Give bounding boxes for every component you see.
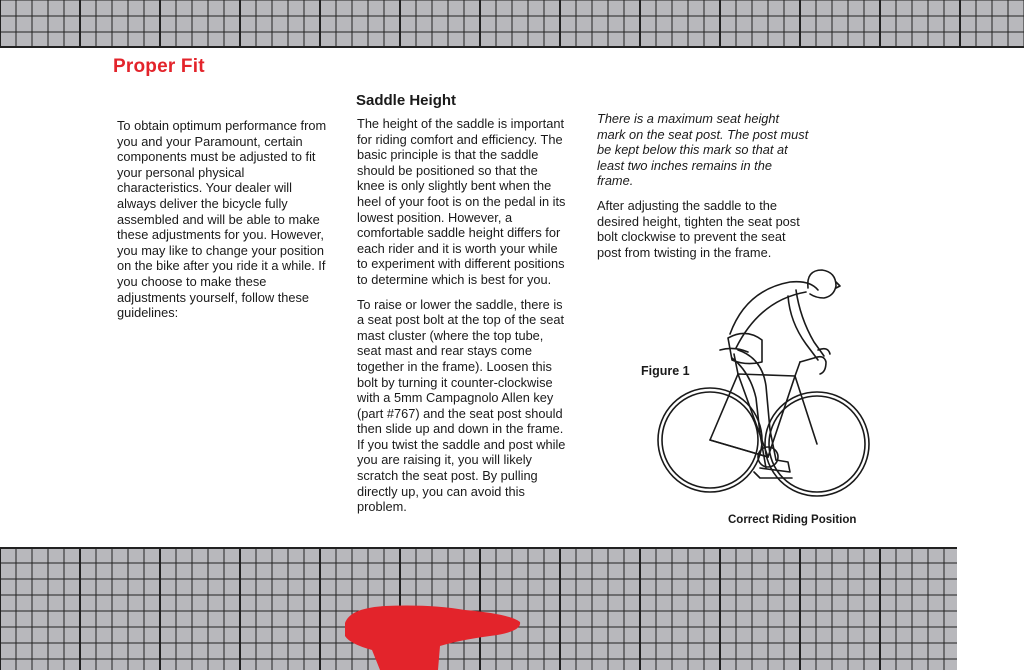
- intro-paragraph: To obtain optimum performance from you and your Paramount, certain components must be adjusted to fit your personal physical characteristics. Your dealer will always deliver the bicycle fully assembled and will be able to make these adjustments for you. However, you may like to change your position on the bike after you ride it a while. If you choose to make these adjustments yourself, follow these guidelines:: [117, 118, 327, 321]
- bottom-grid-band: [0, 547, 1024, 670]
- seat-post-column: [597, 111, 809, 269]
- saddle-height-column: [357, 116, 569, 524]
- cyclist-illustration-icon: [650, 262, 882, 510]
- intro-column: [117, 118, 332, 330]
- grid-pattern: [0, 0, 1024, 48]
- seat-post-paragraph: After adjusting the saddle to the desired height, tighten the seat post bolt clockwise to prevent the seat post from twisting in the frame.: [597, 197, 800, 260]
- top-grid-band: [0, 0, 1024, 48]
- page-title: Proper Fit: [113, 56, 205, 77]
- grid-pattern: [0, 547, 1024, 670]
- figure-label: Figure 1: [641, 364, 690, 378]
- seat-post-warning: There is a maximum seat height mark on the seat post. The post must be kept below this mark so that at least two inches remains in the frame.: [597, 111, 809, 189]
- figure-caption: Correct Riding Position: [728, 514, 857, 526]
- saddle-height-paragraph-1: The height of the saddle is important for riding comfort and efficiency. The basic principle is that the saddle should be positioned so that the knee is only slightly bent when the heel of your foot is on the pedal in its lowest position. However, a comfortable saddle height differs for each rider and it is worth your while to experiment with different positions to determine which is best for you.: [357, 116, 566, 287]
- section-heading-saddle-height: Saddle Height: [356, 92, 457, 109]
- saddle-height-paragraph-2: To raise or lower the saddle, there is a seat post bolt at the top of the seat mast cluster (where the top tube, seat mast and rear stays come together in the frame). Loosen this bolt by turning it counter-clockwise with a 5mm Campagnolo Allen key (part #767) and the seat post should then slide up and down in the frame. If you twist the saddle and post while you are raising it, you will likely scratch the seat post. By pulling directly up, you can avoid this problem.: [357, 296, 566, 515]
